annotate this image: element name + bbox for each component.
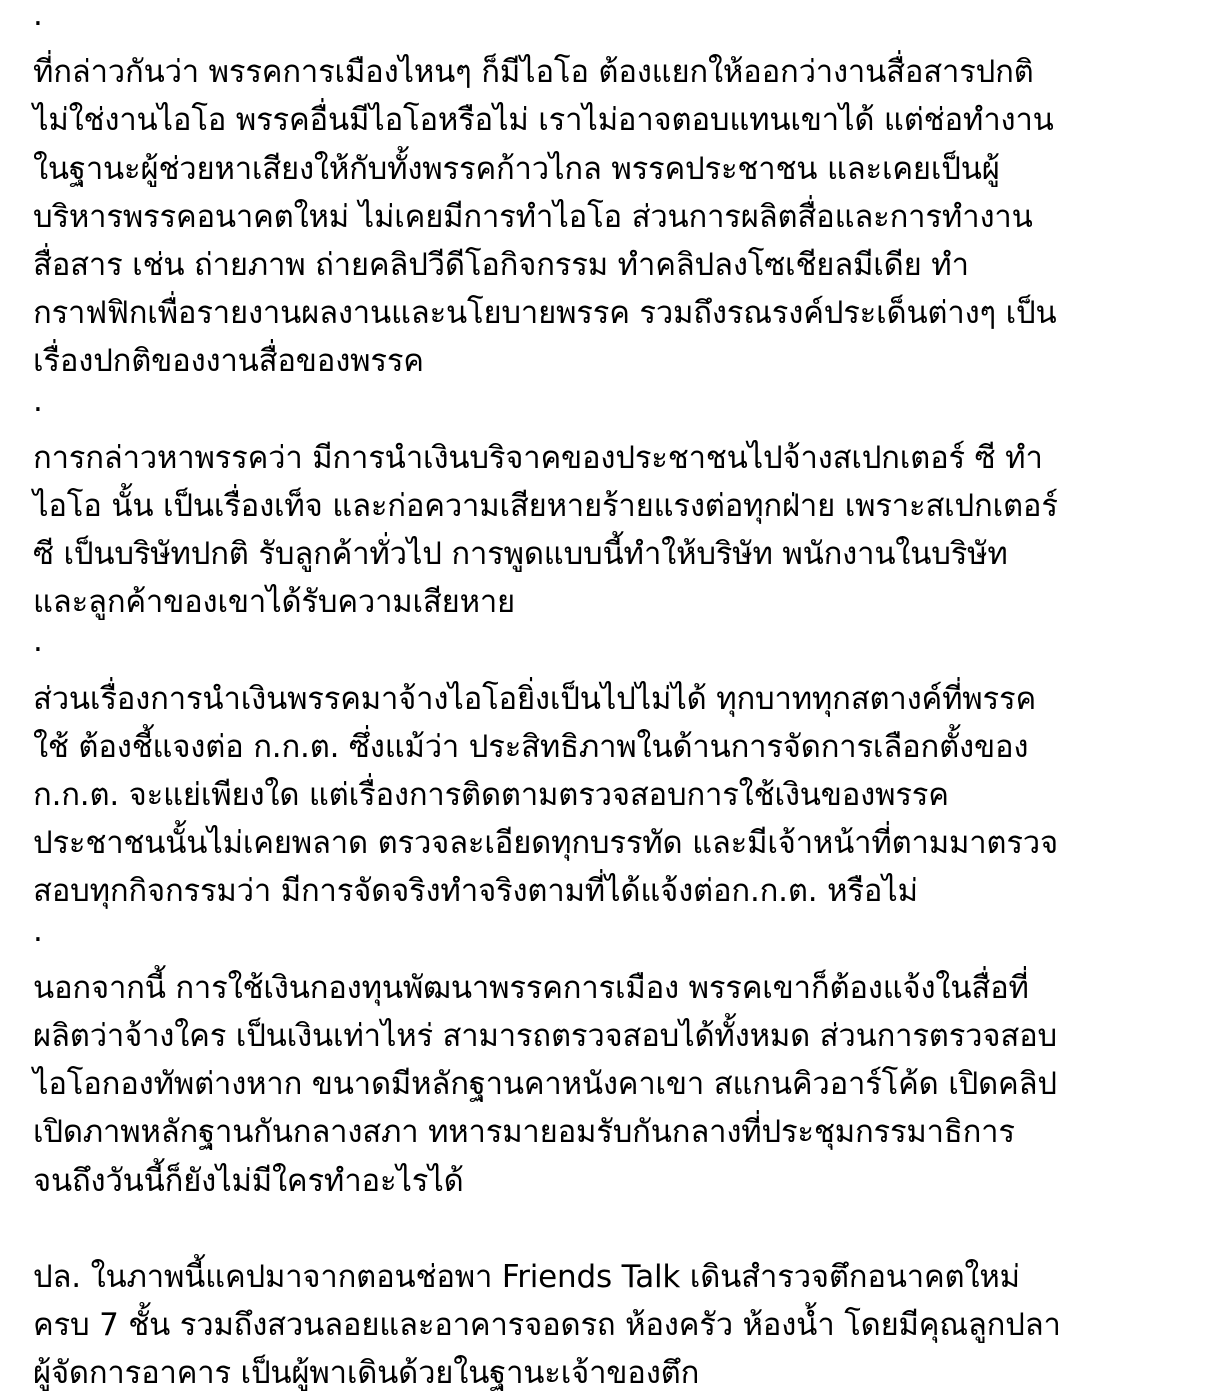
- text-line: ส่วนเรื่องการนำเงินพรรคมาจ้างไอโอยิ่งเป็นไปไม่ได้ ทุกบาททุกสตางค์ที่พรรค: [33, 680, 1036, 717]
- text-line: กราฟฟิกเพื่อรายงานผลงานและนโยบายพรรค รวมถึงรณรงค์ประเด็นต่างๆ เป็น: [33, 295, 1057, 332]
- text-line: สื่อสาร เช่น ถ่ายภาพ ถ่ายคลิปวีดีโอกิจกรรม ทำคลิปลงโซเชียลมีเดีย ทำ: [33, 246, 969, 283]
- text-line: ใช้ ต้องชี้แจงต่อ ก.ก.ต. ซึ่งแม้ว่า ประสิทธิภาพในด้านการจัดการเลือกตั้งของ: [33, 728, 1029, 765]
- text-line: ก.ก.ต. จะแย่เพียงใด แต่เรื่องการติดตามตรวจสอบการใช้เงินของพรรค: [33, 777, 949, 813]
- text-line: และลูกค้าของเขาได้รับความเสียหาย: [33, 584, 516, 621]
- text-line: ไอโอกองทัพต่างหาก ขนาดมีหลักฐานคาหนังคาเขา สแกนคิวอาร์โค้ด เปิดคลิป: [33, 1066, 1057, 1103]
- text-line: ประชาชนนั้นไม่เคยพลาด ตรวจละเอียดทุกบรรทัด และมีเจ้าหน้าที่ตามมาตรวจ: [33, 825, 1058, 862]
- postscript-line: ปล. ในภาพนี้แคปมาจากตอนช่อพา Friends Talk เดินสำรวจตึกอนาคตใหม่: [33, 1258, 1020, 1295]
- text-line: เปิดภาพหลักฐานกันกลางสภา ทหารมายอมรับกันกลางที่ประชุมกรรมาธิการ: [33, 1114, 1015, 1151]
- text-line: ที่กล่าวกันว่า พรรคการเมืองไหนๆ ก็มีไอโอ ต้องแยกให้ออกว่างานสื่อสารปกติ: [33, 54, 1034, 91]
- text-line: สอบทุกกิจกรรมว่า มีการจัดจริงทำจริงตามที่ได้แจ้งต่อก.ก.ต. หรือไม่: [33, 873, 918, 910]
- postscript-line: ครบ 7 ชั้น รวมถึงสวนลอยและอาคารจอดรถ ห้องครัว ห้องน้ำ โดยมีคุณลูกปลา: [33, 1307, 1061, 1344]
- text-line: เรื่องปกติของงานสื่อของพรรค: [33, 343, 424, 380]
- text-line: การกล่าวหาพรรคว่า มีการนำเงินบริจาคของประชาชนไปจ้างสเปกเตอร์ ซี ทำ: [33, 439, 1043, 476]
- text-line: ผลิตว่าจ้างใคร เป็นเงินเท่าไหร่ สามารถตรวจสอบได้ทั้งหมด ส่วนการตรวจสอบ: [33, 1017, 1057, 1054]
- text-line: จนถึงวันนี้ก็ยังไม่มีใครทำอะไรได้: [33, 1162, 464, 1199]
- post-body: [33, 0, 1193, 1397]
- separator-dot: .: [33, 382, 43, 419]
- text-line: นอกจากนี้ การใช้เงินกองทุนพัฒนาพรรคการเมือง พรรคเขาก็ต้องแจ้งในสื่อที่: [33, 969, 1029, 1006]
- text-line: ไม่ใช่งานไอโอ พรรคอื่นมีไอโอหรือไม่ เราไม่อาจตอบแทนเขาได้ แต่ช่อทำงาน: [33, 102, 1054, 139]
- separator-dot: .: [33, 623, 43, 660]
- text-line: ในฐานะผู้ช่วยหาเสียงให้กับทั้งพรรคก้าวไกล พรรคประชาชน และเคยเป็นผู้: [33, 150, 1000, 187]
- text-line: ไอโอ นั้น เป็นเรื่องเท็จ และก่อความเสียหายร้ายแรงต่อทุกฝ่าย เพราะสเปกเตอร์: [33, 487, 1058, 524]
- postscript-line: ผู้จัดการอาคาร เป็นผู้พาเดินด้วยในฐานะเจ้าของตึก: [33, 1355, 700, 1392]
- paragraph-gap: [33, 1205, 1193, 1253]
- separator-dot: .: [33, 0, 43, 33]
- text-line: ซี เป็นบริษัทปกติ รับลูกค้าทั่วไป การพูดแบบนี้ทำให้บริษัท พนักงานในบริษัท: [33, 536, 1008, 573]
- text-line: บริหารพรรคอนาคตใหม่ ไม่เคยมีการทำไอโอ ส่วนการผลิตสื่อและการทำงาน: [33, 198, 1033, 235]
- separator-dot: .: [33, 912, 43, 949]
